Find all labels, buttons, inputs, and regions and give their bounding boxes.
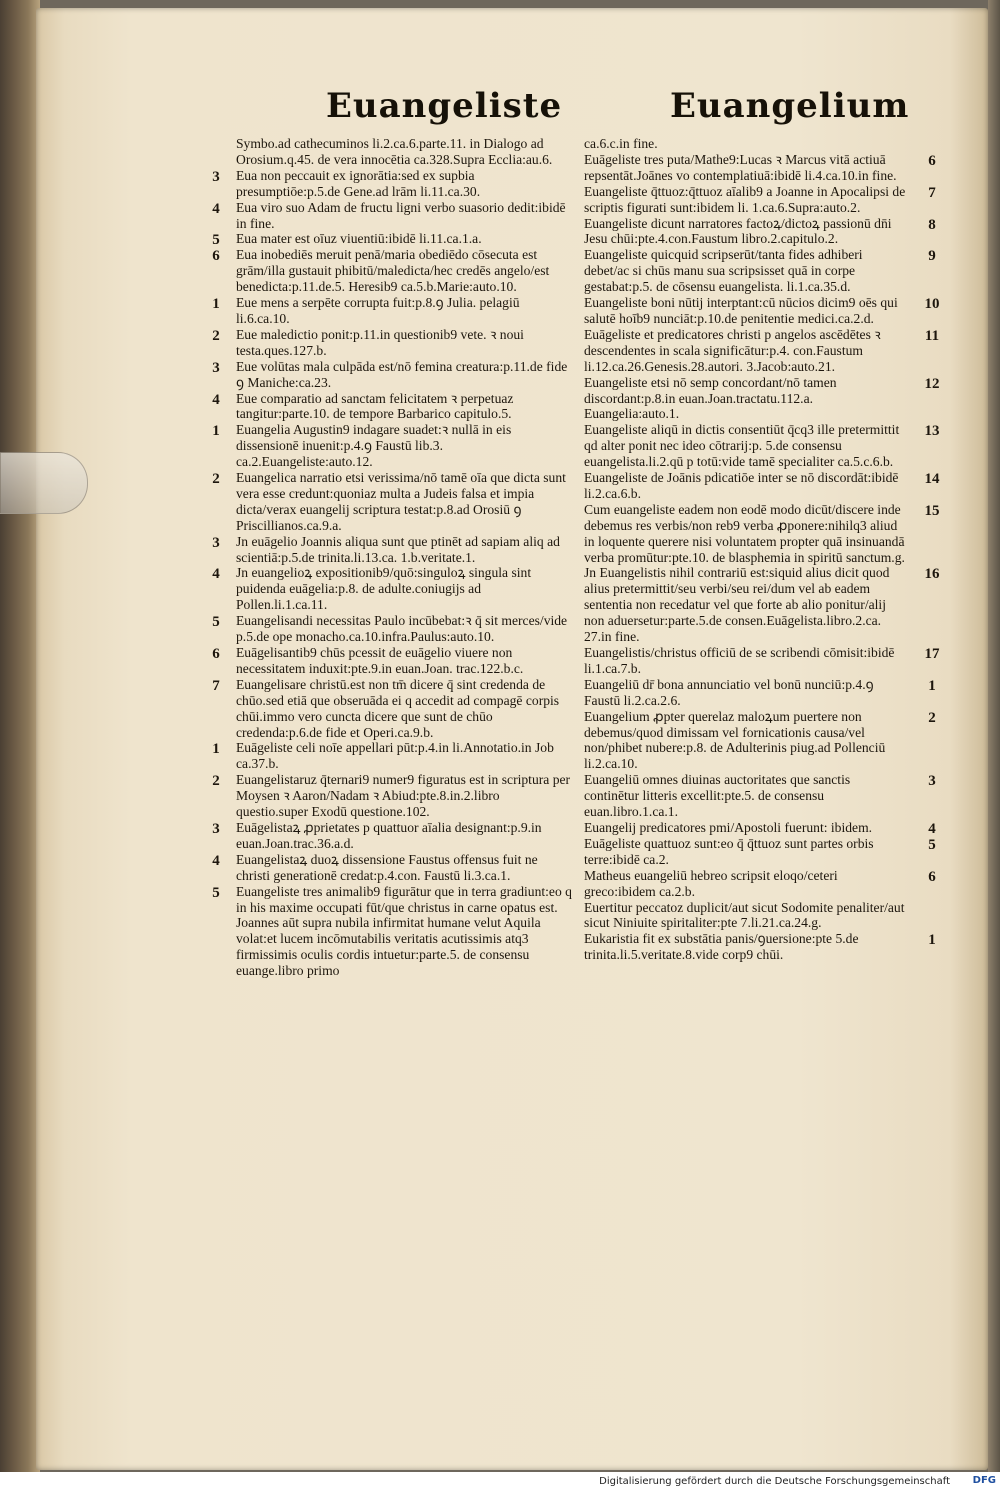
index-entry xyxy=(198,772,574,820)
entry-text: Eua viro suo Adam de fructu ligni verbo suasorio dedit:ibidē in fine. xyxy=(236,199,566,231)
entry-text: Euangeliū dr̄ bona annunciatio vel bonū nunciū:p.4.ꝯ Faustū li.2.ca.2.6. xyxy=(584,676,874,708)
index-entry xyxy=(198,534,574,566)
entry-text: Euangeliste aliqū in dictis consentiūt q̄cq3 ille pretermittit qd alter ponit nec ideo cōtrarij:p. 5.de consensu euangelista.li.2.qū p totū:vide tamē specialiter ca.5.c.6.b. xyxy=(584,422,900,470)
entry-number: 3 xyxy=(212,820,220,837)
entry-number: 10 xyxy=(924,296,940,313)
index-entry xyxy=(198,820,574,852)
entry-text: Euangelistaꝝ duoꝝ dissensione Faustus offensus fuit ne christi generationē credat:p.4.con. Faustū li.3.ca.1. xyxy=(236,851,538,883)
left-column xyxy=(198,136,574,979)
entry-number: 2 xyxy=(212,471,220,488)
index-entry xyxy=(570,216,946,248)
index-entry xyxy=(570,470,946,502)
heading-right: Euangelium xyxy=(670,86,910,126)
entry-number: 1 xyxy=(212,741,220,758)
entry-text: Euangelia Augustin9 indagare suadet:ꝛ nullā in eis dissensionē inuenit:p.4.ꝯ Faustū lib.3. ca.2.Euangeliste:auto.12. xyxy=(236,422,512,470)
entry-number: 2 xyxy=(928,709,936,726)
index-entry xyxy=(198,740,574,772)
index-entry xyxy=(198,168,574,200)
entry-number: 1 xyxy=(928,932,936,949)
entry-text: Symbo.ad cathecuminos li.2.ca.6.parte.11. in Dialogo ad Orosium.q.45. de vera innocētia ca.328.Supra Ecclia:au.6. xyxy=(236,136,553,167)
entry-number: 8 xyxy=(928,216,936,233)
entry-text: Eue maledictio ponit:p.11.in questionib9 vete. ꝛ noui testa.ques.127.b. xyxy=(236,326,524,358)
entry-number: 11 xyxy=(924,327,940,344)
index-entry xyxy=(198,247,574,295)
index-entry xyxy=(198,645,574,677)
entry-text: Euangelium ꝓpter querelaz maloꝝum puertere non debemus/quod dimissam vel fornicationis causa/vel non/phibet nubere:p.8. de Adulterinis piug.ad Pollenciū li.2.ca.10. xyxy=(584,708,886,772)
index-entry xyxy=(570,900,946,932)
entry-number: 5 xyxy=(212,614,220,631)
entry-number: 3 xyxy=(212,534,220,551)
entry-number: 12 xyxy=(924,375,940,392)
entry-number: 3 xyxy=(212,168,220,185)
entry-number: 1 xyxy=(928,677,936,694)
entry-text: Eue volūtas mala culpāda est/nō femina creatura:p.11.de fide ꝯ Maniche:ca.23. xyxy=(236,358,568,390)
index-entry xyxy=(198,884,574,979)
index-entry xyxy=(198,231,574,247)
entry-text: Euāgeliste et predicatores christi p angelos ascēdētes ꝛ descendentes in scala significātur:p.4. con.Faustum li.12.ca.26.Genesis.28.autori. 3.Jacob:auto.21. xyxy=(584,326,881,374)
entry-number: 5 xyxy=(212,232,220,249)
entry-number: 17 xyxy=(924,646,940,662)
entry-text: Euāgeliste tres puta/Mathe9:Lucas ꝛ Marcus vitā actiuā repsentāt.Joānes vo contemplatiuā:ibidē li.4.ca.10.in fine. xyxy=(584,151,897,183)
index-entry xyxy=(198,470,574,534)
entry-text: Eua inobediēs meruit penā/maria obediēdo cōsecuta est grām/illa gustauit phibitū/maledicta/hec credēs angelo/est benedicta:p.11.de.5. Heresib9 ca.5.b.Marie:auto.10. xyxy=(236,247,550,295)
entry-text: ca.6.c.in fine. xyxy=(584,136,658,151)
entry-text: Euāgelisantib9 chūs pcessit de euāgelio viuere non necessitatem induxit:pte.9.in euan.Joan. trac.122.b.c. xyxy=(236,645,524,676)
index-entry xyxy=(198,565,574,613)
entry-text: Euangelij predicatores pmi/Apostoli fuerunt: ibidem. xyxy=(584,819,873,835)
index-entry xyxy=(198,136,574,168)
entry-text: Eue mens a serpēte corrupta fuit:p.8.ꝯ Julia. pelagiū li.6.ca.10. xyxy=(236,295,520,326)
entry-text: Euangeliste q̄ttuoz:q̄ttuoz aīalib9 a Joanne in Apocalipsi de scriptis figurati sunt:ibidem li. 1.ca.6.Supra:auto.2. xyxy=(584,183,906,215)
index-entry xyxy=(570,184,946,216)
entry-text: Euangeliū omnes diuinas auctoritates que sanctis continētur litteris excellit:pte.5. de consensu euan.libro.1.ca.1. xyxy=(584,772,851,820)
entry-number: 7 xyxy=(928,184,936,201)
entry-text: Cum euangeliste eadem non eodē modo dicūt/discere inde debemus res verbis/non reb9 verba ꝓponere:nihilq3 aliud in loquente querere nisi voluntatem propter quā insinuandā verba promūtur:pte.10. de blasphemia in spiritū sanctum.g. xyxy=(584,501,905,565)
clip-tab xyxy=(0,452,88,514)
index-entry xyxy=(198,391,574,423)
index-entry xyxy=(570,152,946,184)
entry-number: 6 xyxy=(212,646,220,662)
index-entry xyxy=(570,295,946,327)
entry-text: Eue comparatio ad sanctam felicitatem ꝛ perpetuaz tangitur:parte.10. de tempore Barbarico capitulo.5. xyxy=(236,390,514,422)
index-entry xyxy=(198,295,574,327)
entry-text: Jn euāgelio Joannis aliqua sunt que ptinēt ad sapiam aliq ad scientiā:p.5.de trinita.li.13.ca. 1.b.veritate.1. xyxy=(236,533,560,565)
entry-number: 3 xyxy=(212,359,220,376)
index-entry xyxy=(570,247,946,295)
index-entry xyxy=(198,613,574,645)
entry-text: Euangelisandi necessitas Paulo incūbebat:ꝛ q̄ sit merces/vide p.5.de ope monacho.ca.10.infra.Paulus:auto.10. xyxy=(236,613,568,645)
entry-text: Matheus euangeliū hebreo scripsit eloqo/ceteri greco:ibidem ca.2.b. xyxy=(584,867,838,899)
entry-number: 6 xyxy=(928,152,936,169)
entry-text: Euangeliste de Joānis pdicatiōe inter se nō discordāt:ibidē li.2.ca.6.b. xyxy=(584,470,899,501)
entry-text: Eua non peccauit ex ignorātia:sed ex supbia presumptiōe:p.5.de Gene.ad lrām li.11.ca.30. xyxy=(236,167,481,199)
entry-text: Eua mater est oīuz viuentiū:ibidē li.11.ca.1.a. xyxy=(236,231,482,247)
entry-number: 2 xyxy=(212,773,220,790)
entry-text: Euāgeliste quattuoz sunt:eo q̄ q̄ttuoz sunt partes orbis terre:ibidē ca.2. xyxy=(584,835,874,867)
index-entry xyxy=(198,327,574,359)
entry-number: 5 xyxy=(212,884,220,901)
entry-text: Euangelica narratio etsi verissima/nō tamē oīa que dicta sunt vera esse credunt:quoniaz multa a Judeis falsa et impia dicta/verax euangelij scriptura testat:p.8.ad Orosiū ꝯ Priscillianos.ca.9.a. xyxy=(236,470,566,533)
index-entry xyxy=(570,677,946,709)
entry-number: 9 xyxy=(928,248,936,265)
index-entry xyxy=(198,359,574,391)
index-entry xyxy=(198,422,574,470)
index-entry xyxy=(570,136,946,152)
entry-text: Euangeliste tres animalib9 figurātur que in terra gradiunt:eo q in his maxime occupati fūt/que christus in carne opatus est. Joannes aūt supra nubila infirmitat humane velut Aquila volat:et lucem incōmutabilis veritatis acutissimis atq3 firmissimis oculis cordis intuetur:parte.5. de consensu euange.libro primo xyxy=(236,883,572,979)
entry-text: Euāgelistaꝝ ꝓprietates p quattuor aīalia designant:p.9.in euan.Joan.trac.36.a.d. xyxy=(236,819,542,851)
entry-number: 3 xyxy=(928,773,936,790)
heading-left: Euangeliste xyxy=(326,86,563,126)
entry-text: Euangelisare christū.est non tm̄ dicere q̄ sint credenda de chūo.sed etiā que obseruāda ei q accedit ad compagē corpis chūi.immo vero cuncta dicere que sunt de chūo credenda:p.6.de fide et Operi.ca.9.b. xyxy=(236,676,560,740)
entry-text: Euertitur peccatoz duplicit/aut sicut Sodomite penaliter/aut sicut Niniuite spiritaliter:pte 7.li.21.ca.24.g. xyxy=(584,899,905,931)
index-entry xyxy=(570,772,946,820)
entry-text: Euangelistaruz q̄ternari9 numer9 figuratus est in scriptura per Moysen ꝛ Aaron/Nadam ꝛ Abiud:pte.8.in.2.libro questio.super Exodū questione.102. xyxy=(236,772,571,820)
entry-number: 2 xyxy=(212,327,220,344)
index-entry xyxy=(570,709,946,773)
entry-number: 16 xyxy=(924,566,940,583)
entry-number: 7 xyxy=(212,677,220,694)
index-entry xyxy=(198,852,574,884)
index-entry xyxy=(570,327,946,375)
entry-number: 13 xyxy=(924,423,940,440)
entry-text: Euangeliste quicquid scripserūt/tanta fides adhiberi debet/ac si chūs manu sua scripsisset quā in corpe gestabat:p.5. de cōsensu euangelista. li.1.ca.35.d. xyxy=(584,247,863,295)
dfg-logo: DFG xyxy=(972,1475,996,1486)
entry-text: Euangeliste etsi nō semp concordant/nō tamen discordant:p.8.in euan.Joan.tractatu.112.a. Euangelia:auto.1. xyxy=(584,374,837,422)
page-edge xyxy=(988,0,1000,1472)
entry-number: 4 xyxy=(212,391,220,408)
index-entry xyxy=(570,502,946,566)
index-entry xyxy=(570,645,946,677)
index-entry xyxy=(570,820,946,836)
entry-text: Euangeliste boni nūtij interptant:cū nūcios dicim9 oēs qui salutē hoīb9 nunciāt:p.10.de penitentie medici.ca.2.d. xyxy=(584,295,898,326)
index-entry xyxy=(198,677,574,741)
entry-text: Eukaristia fit ex substātia panis/ꝯuersione:pte 5.de trinita.li.5.veritate.8.vide corp9 chūi. xyxy=(584,931,859,963)
entry-number: 6 xyxy=(928,868,936,885)
index-entry xyxy=(570,868,946,900)
right-column xyxy=(570,136,946,963)
index-entry xyxy=(570,931,946,963)
index-entry xyxy=(570,375,946,423)
entry-text: Euāgeliste celi noīe appellari pūt:p.4.in li.Annotatio.in Job ca.37.b. xyxy=(236,740,554,772)
entry-number: 5 xyxy=(928,836,936,853)
book-binding xyxy=(0,0,40,1472)
entry-text: Euangelistis/christus officiū de se scribendi cōmisit:ibidē li.1.ca.7.b. xyxy=(584,645,895,676)
entry-number: 1 xyxy=(212,423,220,440)
entry-number: 15 xyxy=(924,502,940,519)
index-entry xyxy=(570,422,946,470)
index-entry xyxy=(198,200,574,232)
entry-text: Jn euangelioꝝ expositionib9/quō:singuloꝝ singula sint puidenda euāgelia:p.8. de adulte.coniugijs ad Pollen.li.1.ca.11. xyxy=(236,565,532,613)
entry-number: 4 xyxy=(212,566,220,583)
footer-credit: Digitalisierung gefördert durch die Deutsche Forschungsgemeinschaft xyxy=(599,1476,950,1487)
entry-number: 6 xyxy=(212,248,220,265)
entry-text: Jn Euangelistis nihil contrariū est:siquid alius dicit quod alius pretermittit/seu verbi/seu rei/dum vel ab eadem sententia non recedatur vel que forte ab alio ponitur/alij non aduersetur:parte.5.de consen.Euāgelista.libro.2.ca. 27.in fine. xyxy=(584,565,890,645)
entry-number: 1 xyxy=(212,296,220,313)
entry-number: 4 xyxy=(928,820,936,837)
entry-number: 14 xyxy=(924,471,940,488)
entry-text: Euangeliste dicunt narratores factoꝝ/dictoꝝ passionū dn̄i Jesu chūi:pte.4.con.Faustum libro.2.capitulo.2. xyxy=(584,215,892,247)
index-entry xyxy=(570,836,946,868)
index-entry xyxy=(570,565,946,645)
entry-number: 4 xyxy=(212,852,220,869)
entry-number: 4 xyxy=(212,200,220,217)
